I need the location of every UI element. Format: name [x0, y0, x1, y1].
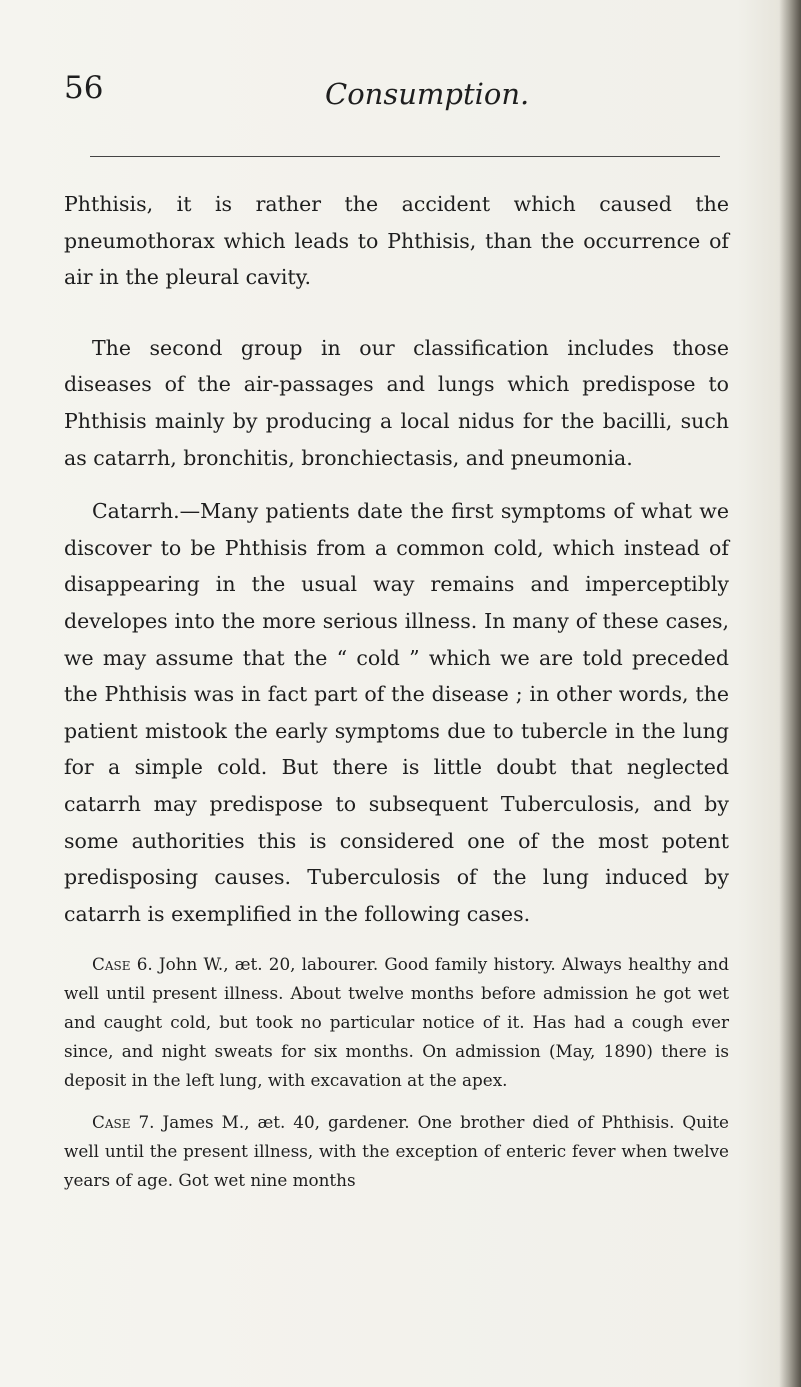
- running-title: Consumption.: [325, 77, 530, 111]
- case-label: Case 6.: [92, 954, 153, 975]
- header-rule: [90, 156, 720, 157]
- case-report: [64, 1108, 729, 1195]
- binding-shadow: [779, 0, 801, 1387]
- paragraph-catarrh: Catarrh.—Many patients date the first symptoms of what we discover to be Phthisis from a common cold, which instead of disappearing in the usual way remains and imperceptibly developes into the more serious illness. In many of these cases, we may assume that the “ cold ” which we are told preceded the Phthisis was in fact part of the disease ; in other words, the patient mistook the early symptoms due to tubercle in the lung for a simple cold. But there is little doubt that neglected catarrh may predispose to subsequent Tuberculosis, and by some authorities this is considered one of the most potent predisposing causes. Tuberculosis of the lung induced by catarrh is exemplified in the following cases.: [64, 499, 729, 926]
- case-label: Case 7.: [92, 1112, 155, 1133]
- running-head: [64, 72, 724, 122]
- case-report: [64, 950, 729, 1095]
- main-text: [64, 186, 729, 1195]
- case-text: James M., æt. 40, gardener. One brother died of Phthisis. Quite well until the present illness, with the exception of enteric fever when twelve years of age. Got wet nine months: [64, 1112, 729, 1191]
- paragraph-second-group: The second group in our classification includes those diseases of the air-passages and lungs which predispose to Phthisis mainly by producing a local nidus for the bacilli, such as catarrh, bronchitis, bronchiectasis, and pneumonia.: [64, 335, 729, 470]
- paragraph-continuation: Phthisis, it is rather the accident which caused the pneumothorax which leads to Phthisis, than the occurrence of air in the pleural cavity.: [64, 192, 729, 290]
- case-text: John W., æt. 20, labourer. Good family history. Always healthy and well until present illness. About twelve months before admission he got wet and caught cold, but took no particular notice of it. Has had a cough ever since, and night sweats for six months. On admission (May, 1890) there is deposit in the left lung, with excavation at the apex.: [64, 954, 729, 1091]
- page-number: 56: [64, 70, 104, 106]
